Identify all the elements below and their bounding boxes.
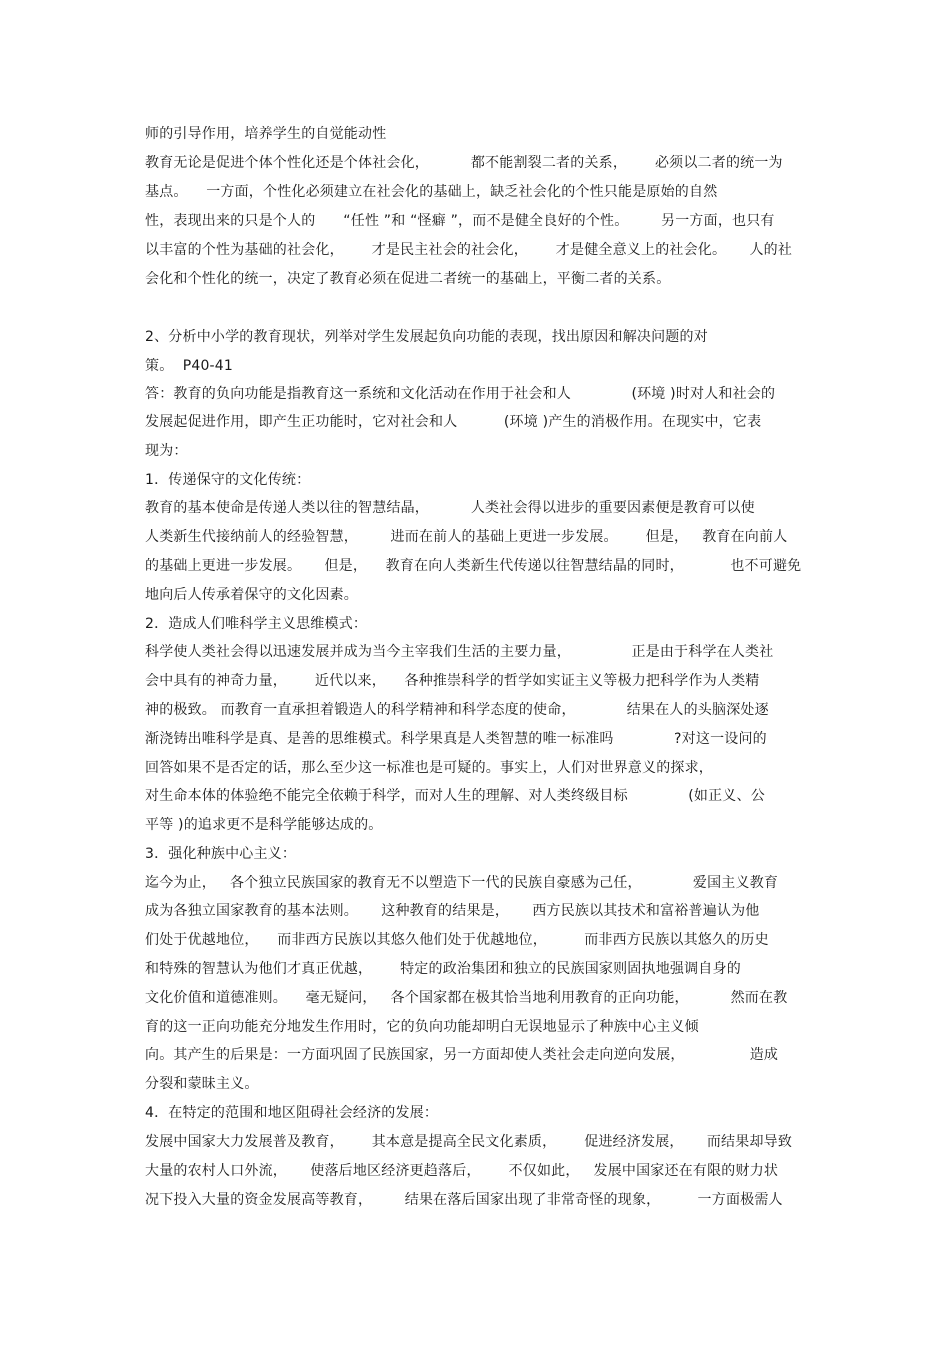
text-line: 会中具有的神奇力量， 近代以来， 各种推崇科学的哲学如实证主义等极力把科学作为人类精 — [145, 673, 760, 689]
list-heading: 3．强化种族中心主义： — [145, 846, 297, 862]
text-line: 对生命本体的体验绝不能完全依赖于科学，而对人生的理解、对人类终级目标 (如正义、公 — [145, 788, 765, 804]
text-line: 以丰富的个性为基础的社会化， 才是民主社会的社会化， 才是健全意义上的社会化。 人的社 — [145, 242, 793, 258]
text-line: 向。其产生的后果是：一方面巩固了民族国家，另一方面却使人类社会走向逆向发展， 造成 — [145, 1047, 779, 1063]
text-line: 成为各独立国家教育的基本法则。 这种教育的结果是， 西方民族以其技术和富裕普遍认为他 — [145, 903, 760, 919]
text-line: 大量的农村人口外流， 使落后地区经济更趋落后， 不仅如此， 发展中国家还在有限的财力状 — [145, 1163, 779, 1179]
text-line: 神的极致。 而教育一直承担着锻造人的科学精神和科学态度的使命， 结果在人的头脑深处逐 — [145, 702, 769, 718]
text-line: 策。 P40-41 — [145, 358, 234, 374]
section-heading: 2、分析中小学的教育现状，列举对学生发展起负向功能的表现，找出原因和解决问题的对 — [145, 329, 708, 345]
text-line: 基点。 一方面，个性化必须建立在社会化的基础上，缺乏社会化的个性只能是原始的自然 — [145, 184, 718, 200]
text-line: 渐浇铸出唯科学是真、是善的思维模式。科学果真是人类智慧的唯一标准吗 ?对这一设问的 — [145, 731, 767, 747]
list-heading: 1．传递保守的文化传统： — [145, 472, 311, 488]
text-line: 况下投入大量的资金发展高等教育， 结果在落后国家出现了非常奇怪的现象， 一方面极需人 — [145, 1192, 783, 1208]
text-line: 地向后人传承着保守的文化因素。 — [145, 587, 358, 603]
text-line: 的基础上更进一步发展。 但是， 教育在向人类新生代传递以往智慧结晶的同时， 也不可避免 — [145, 558, 802, 574]
text-line: 和特殊的智慧认为他们才真正优越， 特定的政治集团和独立的民族国家则固执地强调自身的 — [145, 961, 741, 977]
text-line: 科学使人类社会得以迅速发展并成为当今主宰我们生活的主要力量， 正是由于科学在人类社 — [145, 644, 774, 660]
text-line: 育的这一正向功能充分地发生作用时，它的负向功能却明白无误地显示了种族中心主义倾 — [145, 1019, 699, 1035]
text-line: 回答如果不是否定的话，那么至少这一标准也是可疑的。事实上，人们对世界意义的探求， — [145, 760, 713, 776]
text-line: 发展起促进作用，即产生正功能时，它对社会和人 (环境 )产生的消极作用。在现实中，它表 — [145, 414, 762, 430]
list-heading: 2．造成人们唯科学主义思维模式： — [145, 616, 368, 632]
text-line: 现为： — [145, 443, 188, 459]
text-line: 迄今为止， 各个独立民族国家的教育无不以塑造下一代的民族自豪感为己任， 爱国主义教育 — [145, 875, 779, 891]
text-line: 教育无论是促进个体个性化还是个体社会化， 都不能割裂二者的关系， 必须以二者的统一为 — [145, 155, 783, 171]
text-line: 人类新生代接纳前人的经验智慧， 进而在前人的基础上更进一步发展。 但是， 教育在向前人 — [145, 529, 788, 545]
text-line: 教育的基本使命是传递人类以往的智慧结晶， 人类社会得以进步的重要因素便是教育可以使 — [145, 500, 755, 516]
text-line: 性，表现出来的只是个人的 “任性 ”和 “怪癖 ”，而不是健全良好的个性。 另一方面，也只有 — [145, 213, 775, 229]
text-line: 答：教育的负向功能是指教育这一系统和文化活动在作用于社会和人 (环境 )时对人和社会的 — [145, 386, 776, 402]
text-line: 会化和个性化的统一，决定了教育必须在促进二者统一的基础上，平衡二者的关系。 — [145, 271, 671, 287]
list-heading: 4．在特定的范围和地区阻碍社会经济的发展： — [145, 1105, 439, 1121]
text-line: 平等 )的追求更不是科学能够达成的。 — [145, 817, 383, 833]
text-line: 们处于优越地位， 而非西方民族以其悠久他们处于优越地位， 而非西方民族以其悠久的历史 — [145, 932, 769, 948]
text-line: 师的引导作用，培养学生的自觉能动性 — [145, 126, 387, 142]
text-line: 文化价值和道德准则。 毫无疑问， 各个国家都在极其恰当地利用教育的正向功能， 然而在教 — [145, 990, 788, 1006]
text-line: 发展中国家大力发展普及教育， 其本意是提高全民文化素质， 促进经济发展， 而结果却导致 — [145, 1134, 793, 1150]
text-line: 分裂和蒙昧主义。 — [145, 1076, 259, 1092]
